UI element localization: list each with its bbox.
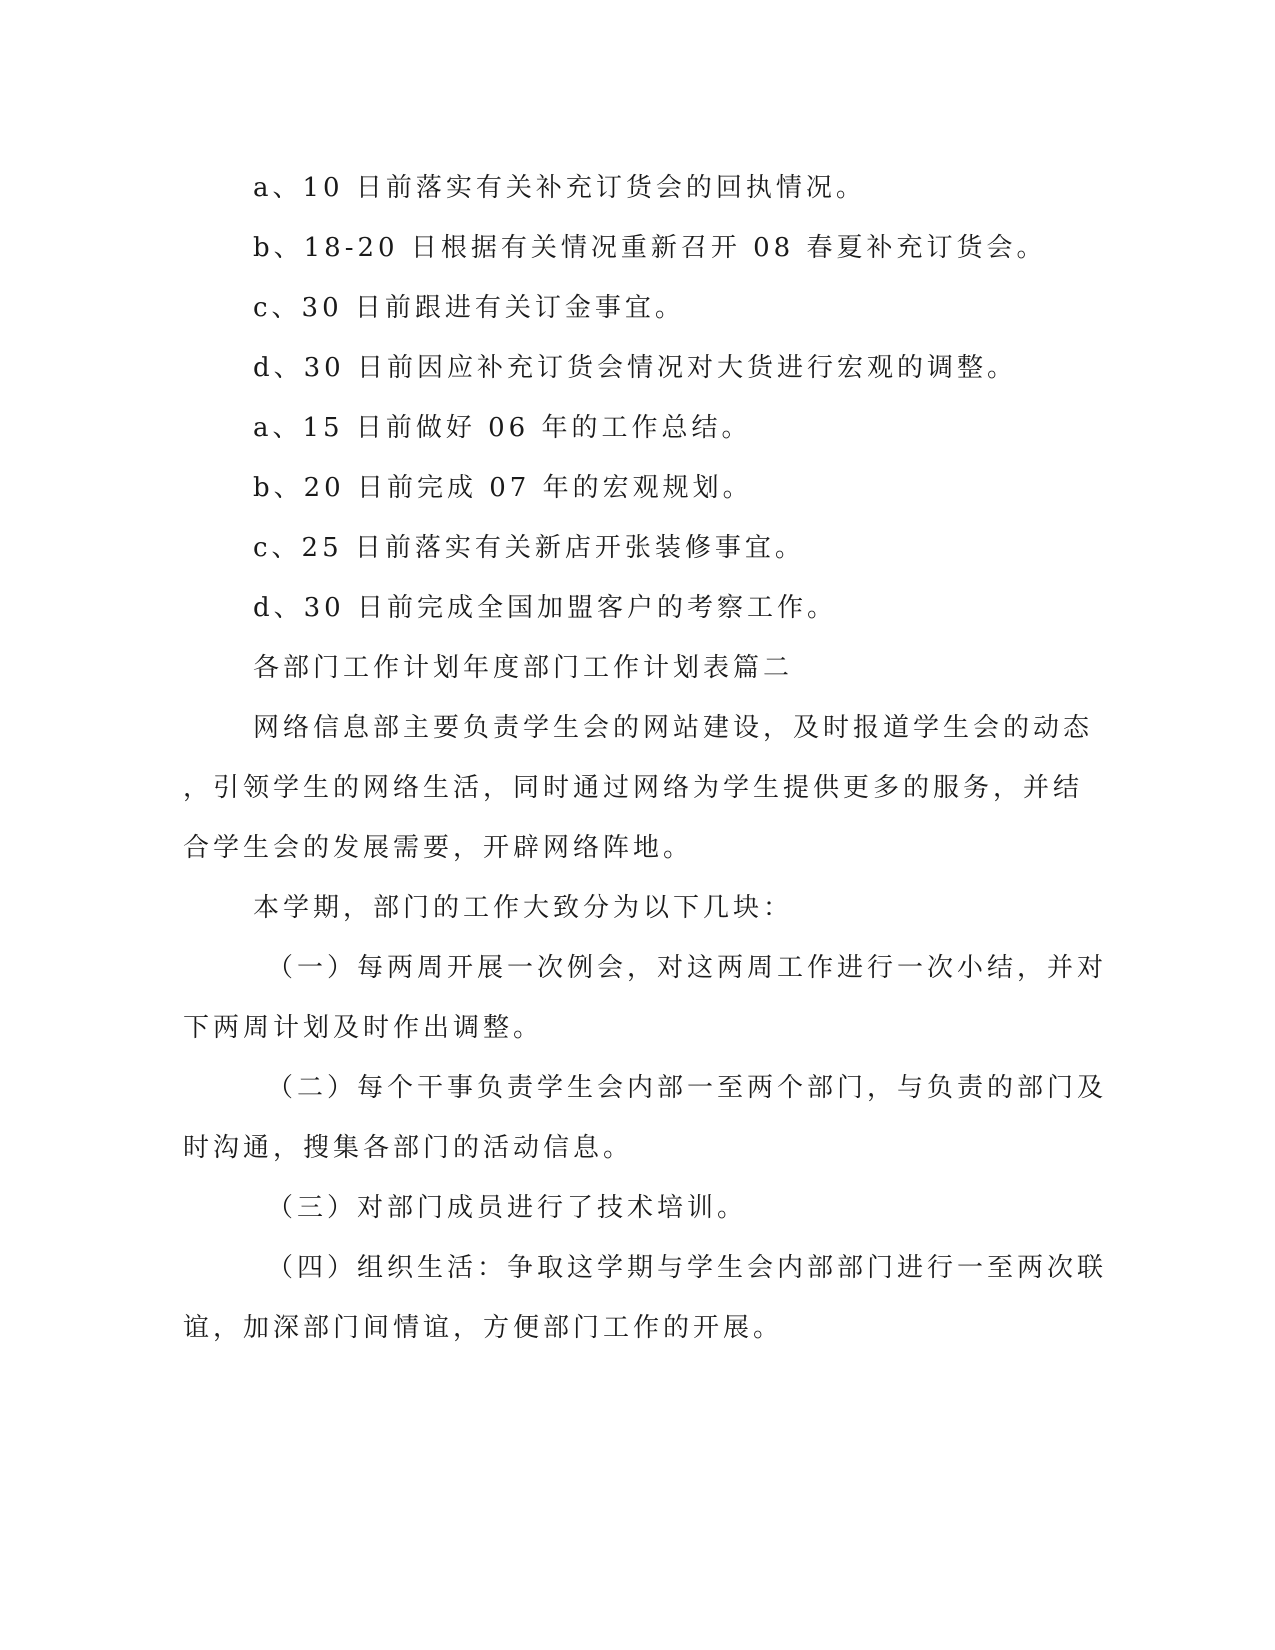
point-line: 时沟通，搜集各部门的活动信息。 [183,1133,634,1163]
list-item: b、20 日前完成 07 年的宏观规划。 [253,473,753,503]
point-line: 谊，加深部门间情谊，方便部门工作的开展。 [183,1313,784,1343]
lead-line: 本学期，部门的工作大致分为以下几块： [253,893,794,923]
intro-line: ，引领学生的网络生活，同时通过网络为学生提供更多的服务，并结 [183,773,1084,803]
list-item: d、30 日前完成全国加盟客户的考察工作。 [253,593,837,623]
point-line: （一）每两周开展一次例会，对这两周工作进行一次小结，并对 [267,953,1108,983]
document-body [183,158,1108,1358]
point-line: （四）组织生活：争取这学期与学生会内部部门进行一至两次联 [267,1253,1108,1283]
list-item: a、15 日前做好 06 年的工作总结。 [253,413,752,443]
list-item: c、25 日前落实有关新店开张装修事宜。 [253,533,805,563]
list-item: b、18-20 日根据有关情况重新召开 08 春夏补充订货会。 [253,233,1047,263]
list-item: c、30 日前跟进有关订金事宜。 [253,293,685,323]
list-item: a、10 日前落实有关补充订货会的回执情况。 [253,173,866,203]
intro-line: 合学生会的发展需要，开辟网络阵地。 [183,833,694,863]
point-line: （二）每个干事负责学生会内部一至两个部门，与负责的部门及 [267,1073,1108,1103]
point-line: 下两周计划及时作出调整。 [183,1013,544,1043]
list-item: d、30 日前因应补充订货会情况对大货进行宏观的调整。 [253,353,1017,383]
intro-line: 网络信息部主要负责学生会的网站建设，及时报道学生会的动态 [253,713,1094,743]
point-line: （三）对部门成员进行了技术培训。 [267,1193,748,1223]
section-title: 各部门工作计划年度部门工作计划表篇二 [253,653,794,683]
